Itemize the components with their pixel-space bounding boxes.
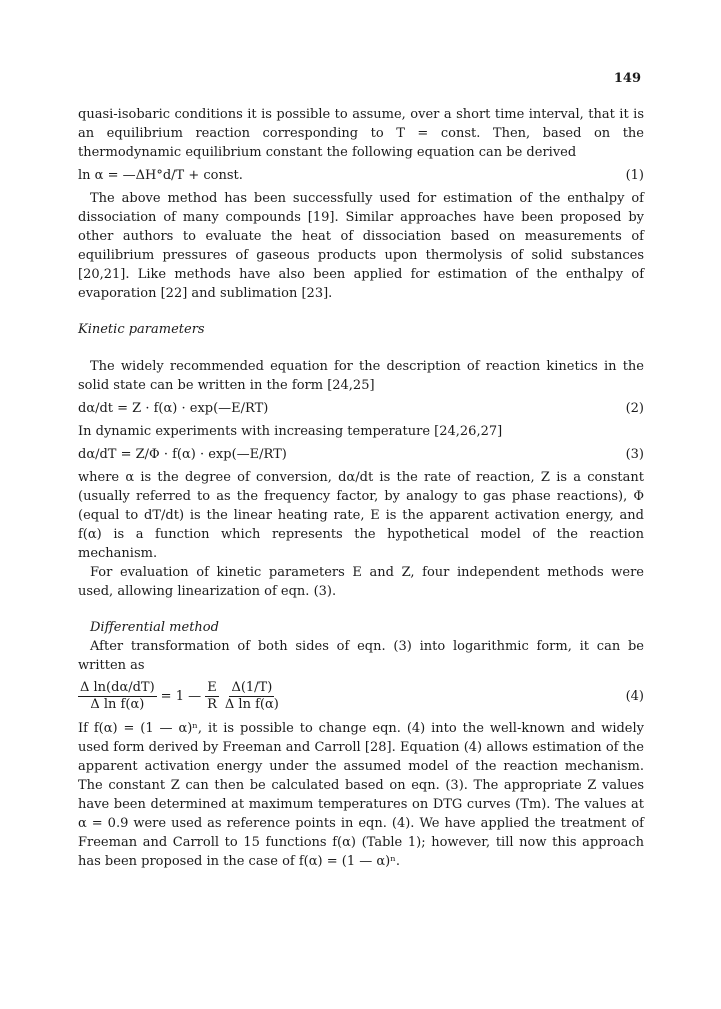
subsection-heading-differential: Differential method — [90, 620, 219, 635]
equation-2 — [78, 399, 644, 418]
equation-4-expression — [78, 680, 281, 713]
paragraph-8: If f(α) = (1 — α)ⁿ, it is possible to change eqn. (4) into the well-known and widely used form derived by Freeman and Carroll [28]. Equation (4) allows estimation of the apparent activation energy under the assumed model of the reaction mechanism. The constant Z can then be calculated based on eqn. (3). The appropriate Z values have been determined at maximum temperatures on DTG curves (Tm). The values at α = 0.9 were used as reference points in eqn. (4). We have applied the treatment of Freeman and Carroll to 15 functions f(α) (Table 1); however, till now this approach has been proposed in the case of f(α) = (1 — α)ⁿ. — [78, 721, 644, 869]
equation-4-lhs-numerator: Δ ln(dα/dT) — [80, 679, 155, 695]
paragraph-4: In dynamic experiments with increasing temperature [24,26,27] — [78, 424, 503, 439]
paragraph-5: where α is the degree of conversion, dα/dt is the rate of reaction, Z is a constant (usually referred to as the frequency factor, by analogy to gas phase reactions), Φ (equal to dT/dt) is the linear heating rate, E is the apparent activation energy, and f(α) is a function which represents the hypothetical model of the reaction mechanism. — [78, 470, 644, 561]
equation-3-text: dα/dT = Z/Φ · f(α) · exp(—E/RT) — [78, 447, 287, 462]
equation-2-number: (2) — [625, 401, 644, 416]
equation-1-number: (1) — [625, 168, 644, 183]
equation-4-e: E — [207, 679, 217, 695]
body-text — [78, 105, 644, 871]
equation-4-rhs-numerator: Δ(1/T) — [231, 679, 273, 695]
equation-3 — [78, 445, 644, 464]
equation-4 — [78, 675, 644, 717]
equation-4-lhs-denominator: Δ ln f(α) — [90, 696, 145, 712]
paragraph-2: The above method has been successfully used for estimation of the enthalpy of dissociation of many compounds [19]. Similar approaches have been proposed by other authors to evaluate the heat of dissociation based on measurements of equilibrium pressures of gaseous products upon thermolysis of solid substances [20,21]. Like methods have also been applied for estimation of the enthalpy of evaporation [22] and sublimation [23]. — [78, 191, 644, 301]
paragraph-7: After transformation of both sides of eqn. (3) into logarithmic form, it can be written as — [78, 639, 644, 673]
equation-1 — [78, 166, 644, 185]
equation-2-text: dα/dt = Z · f(α) · exp(—E/RT) — [78, 401, 269, 416]
equation-4-equals: = 1 — — [160, 688, 202, 704]
page-number: 149 — [613, 71, 641, 86]
equation-4-e-over-r — [205, 680, 219, 713]
equation-1-text: ln α = —ΔH°d/T + const. — [78, 168, 243, 183]
equation-4-rhs-denominator: Δ ln f(α) — [224, 696, 279, 712]
equation-3-number: (3) — [625, 447, 644, 462]
equation-4-number: (4) — [625, 688, 644, 704]
equation-4-r: R — [207, 696, 217, 712]
section-heading-kinetic: Kinetic parameters — [78, 322, 205, 337]
paragraph-1: quasi-isobaric conditions it is possible to assume, over a short time interval, that it is an equilibrium reaction corresponding to T = const. Then, based on the thermodynamic equilibrium constant the following equation can be derived — [78, 107, 644, 160]
equation-4-rhs-fraction — [223, 680, 281, 713]
paragraph-3: The widely recommended equation for the description of reaction kinetics in the solid state can be written in the form [24,25] — [78, 359, 644, 393]
paragraph-6: For evaluation of kinetic parameters E and Z, four independent methods were used, allowing linearization of eqn. (3). — [78, 565, 644, 599]
equation-4-lhs-fraction — [78, 680, 157, 713]
